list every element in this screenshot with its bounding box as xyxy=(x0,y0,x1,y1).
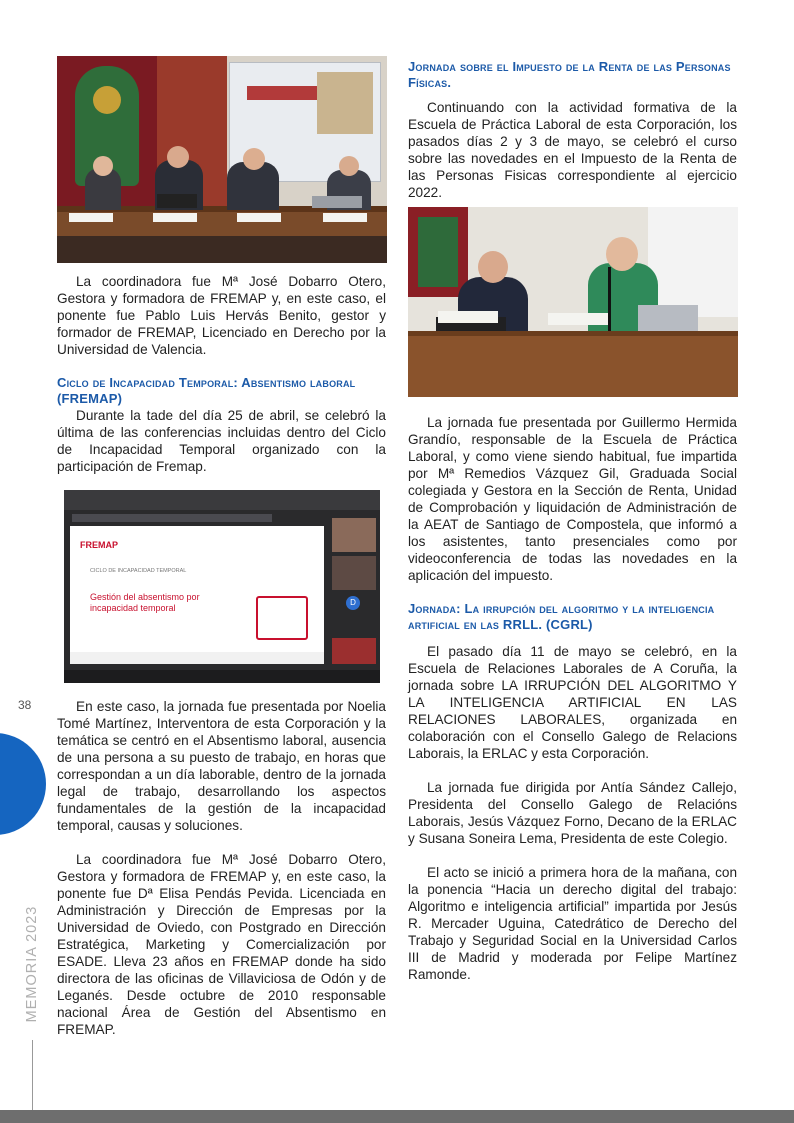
blue-tab xyxy=(0,733,46,835)
panel-photo-1 xyxy=(57,56,387,263)
left-column xyxy=(57,56,386,1038)
panel-photo-2 xyxy=(408,207,738,397)
left-paragraph-2: Durante la tade del día 25 de abril, se celebró la última de las conferencias incluidas dentro del Ciclo de Incapacidad Temporal organizado con la participación de Fremap. xyxy=(57,408,386,474)
slide-title: Gestión del absentismo por incapacidad temporal xyxy=(90,592,200,613)
webinar-screenshot xyxy=(64,490,380,683)
slide xyxy=(70,526,324,664)
section-heading-absentismo: Ciclo de Incapacidad Temporal: Absentismo laboral (FREMAP) xyxy=(57,375,356,406)
left-paragraph-4: La coordinadora fue Mª José Dobarro Otero, Gestora y formadora de FREMAP y, en este caso, la ponente fue Dª Elisa Pendás Pevida. Licenciada en Administración y Dirección de Empresas por la Universidad de Oviedo, con Postgrado en Dirección Estratégica, Marketing y Comercialización por ESADE. Lleva 23 años en FREMAP donde ha sido directora de las oficinas de Villaviciosa de Odón y de Leganés. Desde octubre de 2010 responsable nacional Área de Gestión del Absentismo en FREMAP. xyxy=(57,852,386,1037)
participant-initial: D xyxy=(350,598,356,607)
right-paragraph-4: La jornada fue dirigida por Antía Sández Callejo, Presidenta del Consello Galego de Relacións Laborais, Jesús Vázquez Forno, Decano de la ERLAC y Susana Soneira Lema, Presidenta de este Colegio. xyxy=(408,780,737,846)
section-heading-algoritmo: Jornada: La irrupción del algoritmo y la inteligencia artificial en las RRLL. (CGRL) xyxy=(408,601,715,632)
fremap-logo: FREMAP xyxy=(80,540,118,550)
left-paragraph-1: La coordinadora fue Mª José Dobarro Otero, Gestora y formadora de FREMAP y, en este caso, el ponente fue Pablo Luis Hervás Benito, gestor y formador de FREMAP, Licenciado en Derecho por la Universidad de Valencia. xyxy=(57,274,386,357)
memoria-label: MEMORIA 2023 xyxy=(24,905,40,1023)
participant-video-3 xyxy=(332,638,376,664)
margin-line xyxy=(32,1040,33,1112)
slide-cycle-label: CICLO DE INCAPACIDAD TEMPORAL xyxy=(90,568,187,574)
right-paragraph-3: El pasado día 11 de mayo se celebró, en la Escuela de Relaciones Laborales de A Coruña, la jornada sobre LA IRRUPCIÓN DEL ALGORITMO Y LA INTELIGENCIA ARTIFICIAL EN LAS RELACIONES LABORALES, organizada en colaboración con el Consello Galego de Relacions Laborais, la ERLAC y esta Corporación. xyxy=(408,644,737,761)
page-number: 38 xyxy=(18,698,32,712)
right-paragraph-5: El acto se inició a primera hora de la mañana, con la ponencia “Hacia un derecho digital del trabajo: Algoritmo e inteligencia artificial” impartida por Jesús R. Mercader Uguina, Catedrático de Derecho del Trabajo y Seguridad Social en la Universidad Carlos III de Madrid y moderada por Felipe Martínez Ramonde. xyxy=(408,865,737,982)
left-paragraph-3: En este caso, la jornada fue presentada por Noelia Tomé Martínez, Interventora de esta Corporación y la temática se centró en el Absentismo laboral, ausencia de una persona a su puesto de trabajo, en horas que correspondan a un día laborable, dentro de la jornada legal de trabajo, desarrollando los aspectos fundamentales de la gestión de la incapacidad temporal, causas y soluciones. xyxy=(57,699,386,833)
slide-illustration xyxy=(256,596,308,640)
participant-video-2 xyxy=(332,556,376,590)
participant-avatar xyxy=(346,596,360,610)
footer-bar xyxy=(0,1110,794,1123)
right-paragraph-2: La jornada fue presentada por Guillermo Hermida Grandío, responsable de la Escuela de Práctica Laboral, y como viene siendo habitual, fue impartida por Mª Remedios Vázquez Gil, Graduada Social colegiada y Gestora en la Sección de Renta, Unidad de Comprobación y liquidación de Administración de la AEAT de Santiago de Compostela, que informó a los asistentes, tanto presenciales como por videoconferencia de todas las novedades en la aplicación del impuesto. xyxy=(408,415,737,583)
right-paragraph-1: Continuando con la actividad formativa de la Escuela de Práctica Laboral de esta Corporación, los pasados días 2 y 3 de mayo, se celebró el curso sobre las novedades en el Impuesto de la Renta de las Personas Fisicas correspondiente al ejercicio 2022. xyxy=(408,100,737,200)
section-heading-irpf: Jornada sobre el Impuesto de la Renta de las Personas Físicas. xyxy=(408,59,731,90)
participant-video-1 xyxy=(332,518,376,552)
right-column xyxy=(408,56,737,983)
